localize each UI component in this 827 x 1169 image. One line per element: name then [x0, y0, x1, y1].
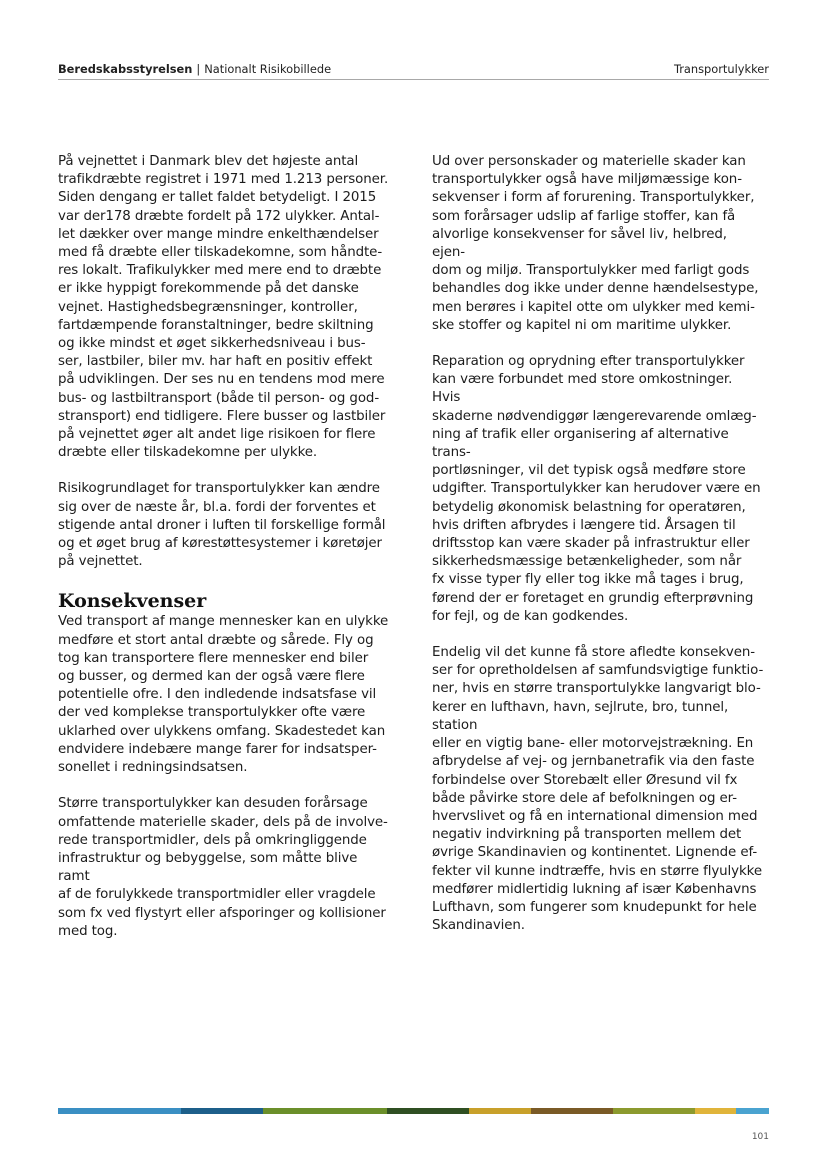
header-divider: [58, 79, 769, 80]
footer-bar-segment: [613, 1108, 695, 1114]
right-column: [432, 153, 764, 953]
footer-bar-segment: [263, 1108, 386, 1114]
header-publication: Nationalt Risikobillede: [204, 62, 332, 76]
paragraph-material-damage: Større transportulykker kan desuden forårsage omfattende materielle skader, dels på de involve- rede transportmidler, dels på omkringliggende infrastruktur og bebyggelse, som måtte blive ramt af de forulykkede transportmidler eller vragdele som fx ved flystyrt eller afsporinger og kollisioner med tog.: [58, 796, 388, 939]
paragraph-societal-functions: Endelig vil det kunne få store afledte konsekven- ser for opretholdelsen af samfundsvigtige funktio- ner, hvis en større transportulykke langvarigt blo- kerer en lufthavn, havn, sejlrute, bro, tunnel, station eller en vigtig bane- eller motorvejstrækning. En afbrydelse af vej- og jernbanetrafik via den faste forbindelse over Storebælt eller Øresund vil fx både påvirke store dele af befolkningen og er- hvervslivet og få en international dimension med negativ indvirkning på transporten mellem det øvrige Skandinavien og kontinentet. Lignende ef- fekter vil kunne indtræffe, hvis en større flyulykke medfører midlertidig lukning af især Københavns Lufthavn, som fungerer som knudepunkt for hele Skandinavien.: [432, 645, 764, 934]
header-organization: Beredskabsstyrelsen: [58, 62, 193, 76]
header-section-title: Transportulykker: [673, 62, 769, 76]
footer-bar-segment: [736, 1108, 769, 1114]
footer-bar-segment: [58, 1108, 181, 1114]
footer-bar-segment: [469, 1108, 531, 1114]
footer-bar-segment: [695, 1108, 736, 1114]
paragraph-risk-basis: Risikogrundlaget for transportulykker kan ændre sig over de næste år, bl.a. fordi der forventes et stigende antal droner i luften til forskellige formål og et øget brug af kørestøttesystemer i køretøjer på vejnettet.: [58, 481, 386, 570]
footer-bar-segment: [387, 1108, 469, 1114]
paragraph-casualties: Ved transport af mange mennesker kan en ulykke medføre et stort antal dræbte og sårede. Fly og tog kan transportere flere mennesker end biler og busser, og dermed kan der også være flere potentielle ofre. I den indledende indsatsfase vil der ved komplekse transportulykker ofte være uklarhed over ulykkens omfang. Skadestedet kan endvidere indebære mange farer for indsatsper- sonellet i redningsindsatsen.: [58, 614, 389, 776]
footer-bar-segment: [181, 1108, 263, 1114]
footer-bar-segment: [531, 1108, 613, 1114]
page-number: 101: [751, 1132, 769, 1142]
paragraph-costs: Reparation og oprydning efter transportulykker kan være forbundet med store omkostninger. Hvis skaderne nødvendiggør længerevarende omlæg- ning af trafik eller organisering af alternative trans- portløsninger, vil det typisk også medføre store udgifter. Transportulykker kan herudover være en betydelig økonomisk belastning for operatøren, hvis driften afbrydes i længere tid. Årsagen til driftsstop kan være skader på infrastruktur eller sikkerhedsmæssige betænkeligheder, som når fx visse typer fly eller tog ikke må tages i brug, førend der er foretaget en grundig efterprøvning for fejl, og de kan godkendes.: [432, 354, 761, 624]
running-header-left: [58, 62, 331, 76]
paragraph-environmental: Ud over personskader og materielle skader kan transportulykker også have miljømæssige kon- sekvenser i form af forurening. Transportulykker, som forårsager udslip af farlige stoffer, kan få alvorlige konsekvenser for såvel liv, helbred, ejen- dom og miljø. Transportulykker med farligt gods behandles dog ikke under denne hændelsestype, men berøres i kapitel otte om ulykker med kemi- ske stoffer og kapitel ni om maritime ulykker.: [432, 154, 759, 333]
section-heading-konsekvenser: Konsekvenser: [58, 590, 207, 613]
header-separator: |: [196, 62, 201, 76]
footer-color-bar: [58, 1108, 769, 1114]
left-column: [58, 153, 390, 959]
paragraph-road-fatalities: På vejnettet i Danmark blev det højeste antal trafikdræbte registret i 1971 med 1.213 personer. Siden dengang er tallet faldet betydeligt. I 2015 var der178 dræbte fordelt på 172 ulykker. Antal- let dækker over mange mindre enkelthændelser med få dræbte eller tilskadekomne, som håndte- res lokalt. Trafikulykker med mere end to dræbte er ikke hyppigt forekommende på det danske vejnet. Hastighedsbegrænsninger, kontroller, fartdæmpende foranstaltninger, bedre skiltning og ikke mindst et øget sikkerhedsniveau i bus- ser, lastbiler, biler mv. har haft en positiv effekt på udviklingen. Der ses nu en tendens mod mere bus- og lastbiltransport (både til person- og god- stransport) end tidligere. Flere busser og lastbiler på vejnettet øger alt andet lige risikoen for flere dræbte eller tilskadekomne per ulykke.: [58, 154, 389, 461]
